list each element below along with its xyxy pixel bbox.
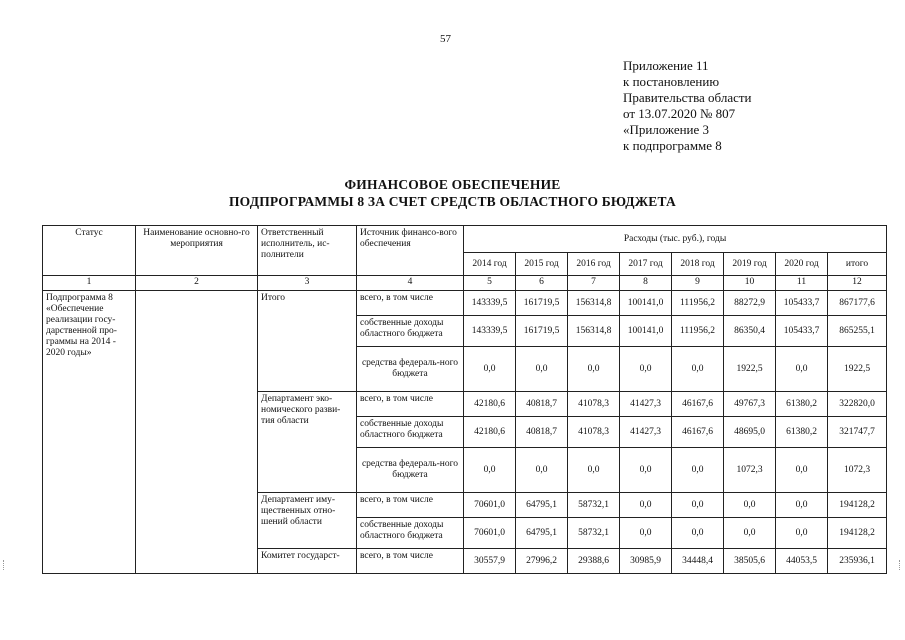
source-cell: средства федераль-ного бюджета <box>357 347 464 392</box>
amount-cell: 58732,1 <box>568 493 620 518</box>
amount-cell: 143339,5 <box>464 291 516 316</box>
column-index: 12 <box>828 276 887 291</box>
activity-name-cell <box>136 291 258 574</box>
column-index: 5 <box>464 276 516 291</box>
column-index: 8 <box>620 276 672 291</box>
table-row <box>43 291 887 316</box>
amount-cell: 0,0 <box>516 347 568 392</box>
column-index: 11 <box>776 276 828 291</box>
total-cell: 194128,2 <box>828 518 887 549</box>
amount-cell: 0,0 <box>568 347 620 392</box>
amount-cell: 111956,2 <box>672 316 724 347</box>
amount-cell: 58732,1 <box>568 518 620 549</box>
amount-cell: 143339,5 <box>464 316 516 347</box>
amount-cell: 0,0 <box>776 493 828 518</box>
amount-cell: 105433,7 <box>776 291 828 316</box>
amount-cell: 61380,2 <box>776 417 828 448</box>
amount-cell: 0,0 <box>620 493 672 518</box>
source-cell: собственные доходы областного бюджета <box>357 518 464 549</box>
amount-cell: 70601,0 <box>464 493 516 518</box>
amount-cell: 64795,1 <box>516 518 568 549</box>
appendix-line: от 13.07.2020 № 807 <box>623 106 736 121</box>
amount-cell: 42180,6 <box>464 392 516 417</box>
source-cell: всего, в том числе <box>357 392 464 417</box>
column-index: 10 <box>724 276 776 291</box>
executor-cell: Итого <box>258 291 357 392</box>
source-cell: собственные доходы областного бюджета <box>357 417 464 448</box>
amount-cell: 0,0 <box>464 448 516 493</box>
header-total: итого <box>828 253 887 276</box>
amount-cell: 41078,3 <box>568 392 620 417</box>
appendix-line: к постановлению <box>623 74 720 89</box>
status-cell: Подпрограмма 8 «Обеспечение реализации госу-дарственной про-граммы на 2014 - 2020 годы» <box>43 291 136 574</box>
source-cell: средства федераль-ного бюджета <box>357 448 464 493</box>
amount-cell: 0,0 <box>620 448 672 493</box>
header-year: 2014 год <box>464 253 516 276</box>
amount-cell: 0,0 <box>672 493 724 518</box>
header-source: Источник финансо-вого обеспечения <box>357 226 464 276</box>
column-index: 4 <box>357 276 464 291</box>
executor-cell: Департамент иму-щественных отно-шений области <box>258 493 357 549</box>
appendix-line: Правительства области <box>623 90 752 105</box>
amount-cell: 0,0 <box>672 347 724 392</box>
column-index: 3 <box>258 276 357 291</box>
header-year: 2017 год <box>620 253 672 276</box>
amount-cell: 70601,0 <box>464 518 516 549</box>
amount-cell: 40818,7 <box>516 392 568 417</box>
amount-cell: 30557,9 <box>464 549 516 574</box>
amount-cell: 86350,4 <box>724 316 776 347</box>
page-number: 57 <box>440 33 451 45</box>
amount-cell: 0,0 <box>672 448 724 493</box>
amount-cell: 111956,2 <box>672 291 724 316</box>
header-year: 2018 год <box>672 253 724 276</box>
amount-cell: 100141,0 <box>620 291 672 316</box>
total-cell: 867177,6 <box>828 291 887 316</box>
appendix-line: «Приложение 3 <box>623 122 710 137</box>
amount-cell: 27996,2 <box>516 549 568 574</box>
column-index: 6 <box>516 276 568 291</box>
amount-cell: 41427,3 <box>620 392 672 417</box>
column-index: 7 <box>568 276 620 291</box>
amount-cell: 88272,9 <box>724 291 776 316</box>
amount-cell: 64795,1 <box>516 493 568 518</box>
header-status: Статус <box>43 226 136 276</box>
amount-cell: 1922,5 <box>724 347 776 392</box>
amount-cell: 61380,2 <box>776 392 828 417</box>
total-cell: 235936,1 <box>828 549 887 574</box>
document-title: ФИНАНСОВОЕ ОБЕСПЕЧЕНИЕ <box>344 177 561 192</box>
amount-cell: 0,0 <box>516 448 568 493</box>
header-year: 2019 год <box>724 253 776 276</box>
amount-cell: 49767,3 <box>724 392 776 417</box>
document-subtitle: ПОДПРОГРАММЫ 8 ЗА СЧЕТ СРЕДСТВ ОБЛАСТНОГО БЮДЖЕТА <box>228 194 676 209</box>
amount-cell: 0,0 <box>464 347 516 392</box>
source-cell: всего, в том числе <box>357 493 464 518</box>
column-index: 9 <box>672 276 724 291</box>
amount-cell: 0,0 <box>724 493 776 518</box>
amount-cell: 41427,3 <box>620 417 672 448</box>
total-cell: 194128,2 <box>828 493 887 518</box>
amount-cell: 29388,6 <box>568 549 620 574</box>
amount-cell: 30985,9 <box>620 549 672 574</box>
total-cell: 865255,1 <box>828 316 887 347</box>
amount-cell: 40818,7 <box>516 417 568 448</box>
source-cell: собственные доходы областного бюджета <box>357 316 464 347</box>
amount-cell: 0,0 <box>672 518 724 549</box>
amount-cell: 0,0 <box>620 347 672 392</box>
amount-cell: 105433,7 <box>776 316 828 347</box>
executor-cell: Комитет государст- <box>258 549 357 574</box>
amount-cell: 34448,4 <box>672 549 724 574</box>
amount-cell: 0,0 <box>776 448 828 493</box>
scan-edge-mark <box>899 560 902 570</box>
total-cell: 322820,0 <box>828 392 887 417</box>
amount-cell: 156314,8 <box>568 291 620 316</box>
amount-cell: 156314,8 <box>568 316 620 347</box>
amount-cell: 0,0 <box>724 518 776 549</box>
source-cell: всего, в том числе <box>357 549 464 574</box>
header-executor: Ответственный исполнитель, ис-полнители <box>258 226 357 276</box>
total-cell: 1922,5 <box>828 347 887 392</box>
amount-cell: 0,0 <box>620 518 672 549</box>
scan-edge-mark <box>3 560 6 570</box>
amount-cell: 0,0 <box>568 448 620 493</box>
source-cell: всего, в том числе <box>357 291 464 316</box>
appendix-line: Приложение 11 <box>623 58 709 73</box>
header-expenses: Расходы (тыс. руб.), годы <box>464 226 887 253</box>
header-name: Наименование основно-го мероприятия <box>136 226 258 276</box>
financing-table <box>42 225 887 574</box>
amount-cell: 46167,6 <box>672 392 724 417</box>
amount-cell: 0,0 <box>776 347 828 392</box>
amount-cell: 42180,6 <box>464 417 516 448</box>
amount-cell: 161719,5 <box>516 316 568 347</box>
amount-cell: 41078,3 <box>568 417 620 448</box>
appendix-block <box>623 58 752 154</box>
appendix-line: к подпрограмме 8 <box>623 138 722 153</box>
amount-cell: 100141,0 <box>620 316 672 347</box>
amount-cell: 0,0 <box>776 518 828 549</box>
total-cell: 321747,7 <box>828 417 887 448</box>
amount-cell: 161719,5 <box>516 291 568 316</box>
amount-cell: 48695,0 <box>724 417 776 448</box>
column-index: 1 <box>43 276 136 291</box>
executor-cell: Департамент эко-номического разви-тия области <box>258 392 357 493</box>
total-cell: 1072,3 <box>828 448 887 493</box>
amount-cell: 44053,5 <box>776 549 828 574</box>
header-year: 2015 год <box>516 253 568 276</box>
header-year: 2016 год <box>568 253 620 276</box>
header-year: 2020 год <box>776 253 828 276</box>
amount-cell: 38505,6 <box>724 549 776 574</box>
amount-cell: 46167,6 <box>672 417 724 448</box>
amount-cell: 1072,3 <box>724 448 776 493</box>
column-index: 2 <box>136 276 258 291</box>
